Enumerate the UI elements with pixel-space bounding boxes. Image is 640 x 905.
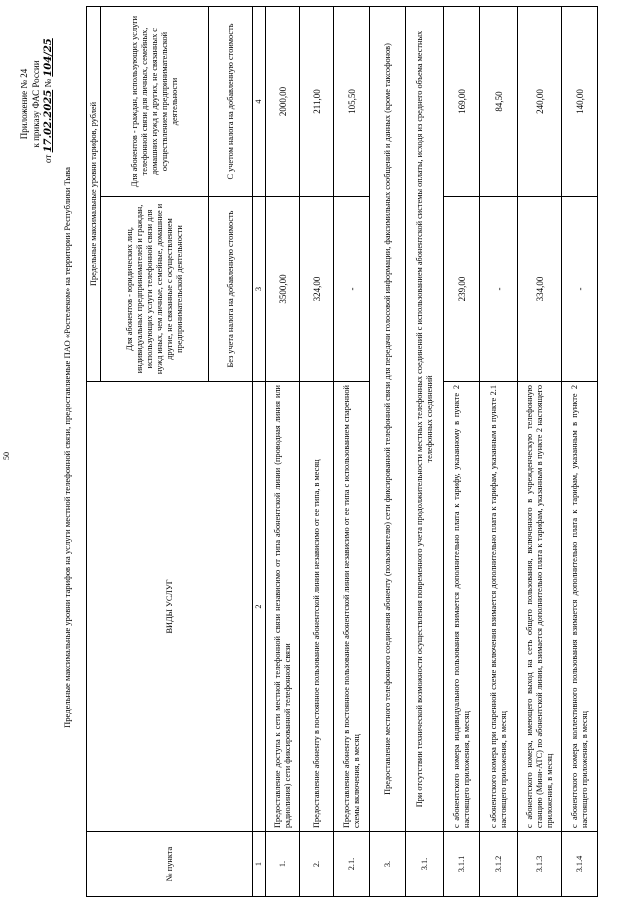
row-citizens-value: 105,50 xyxy=(334,7,370,197)
date-prefix: от xyxy=(43,154,53,163)
table-row xyxy=(370,7,406,897)
row-legal-value: - xyxy=(334,197,370,382)
table-row xyxy=(518,7,562,897)
header-without-vat: Без учета налога на добавленную стоимость xyxy=(209,197,253,382)
appendix-block xyxy=(18,38,55,163)
header-point-number: № пункта xyxy=(87,832,253,897)
order-number: 104/25 xyxy=(43,38,54,77)
row-service: Предоставление абоненту в постоянное пользование абонентской линии независимо от ее типа, в месяц xyxy=(300,382,334,832)
tariff-table xyxy=(86,6,598,897)
row-number: 1. xyxy=(266,832,300,897)
row-citizens-value: 211,00 xyxy=(300,7,334,197)
row-number: 3. xyxy=(370,832,406,897)
row-legal-value: 239,00 xyxy=(444,197,480,382)
row-citizens-value: 84,50 xyxy=(480,7,518,197)
table-row xyxy=(300,7,334,897)
page-number: 50 xyxy=(2,452,11,460)
row-number: 3.1.2 xyxy=(480,832,518,897)
row-service: с абонентского номера при спаренной схеме включения взимается дополнительно плата к тарифам, указанным в пункте 2.1 настоящего приложения, в месяц xyxy=(480,382,518,832)
section-heading: При отсутствии технической возможности осуществления повременного учета продолжительности местных телефонных соединений с использованием абонентской системы оплаты, исходя из среднего объема местных телефонных соединений xyxy=(406,7,444,832)
column-number: 3 xyxy=(253,197,266,382)
row-citizens-value: 169,00 xyxy=(444,7,480,197)
row-number: 3.1. xyxy=(406,832,444,897)
column-number: 2 xyxy=(253,382,266,832)
number-prefix: № xyxy=(43,78,53,88)
order-date-number xyxy=(42,38,55,163)
table-row xyxy=(406,7,444,897)
document-title: Предельные максимальные уровни тарифов на услуги местной телефонной связи, предоставляемые ПАО «Ростелеком» на территории Республики Тыва xyxy=(62,167,72,728)
row-citizens-value: 140,00 xyxy=(562,7,598,197)
row-citizens-value: 240,00 xyxy=(518,7,562,197)
row-legal-value: - xyxy=(562,197,598,382)
order-date: 17.02.2025 xyxy=(43,89,54,153)
row-legal-value: 3500,00 xyxy=(266,197,300,382)
column-number: 1 xyxy=(253,832,266,897)
row-number: 3.1.1 xyxy=(444,832,480,897)
header-tariffs-group: Предельные максимальные уровни тарифов, рублей xyxy=(87,7,101,382)
row-number: 2. xyxy=(300,832,334,897)
row-legal-value: - xyxy=(480,197,518,382)
row-number: 2.1. xyxy=(334,832,370,897)
row-citizens-value: 2000,00 xyxy=(266,7,300,197)
header-legal-entities: Для абонентов - юридических лиц, индивидуальных предпринимателей и граждан, использующих услуги телефонной связи для нужд иных, чем личные, семейные, домашние и другие, не связанные с осуществлением предпринимательской деятельности xyxy=(101,197,209,382)
row-service: Предоставление абоненту в постоянное пользование абонентской линии независимо от ее типа с использованием спаренной схемы включения, в месяц xyxy=(334,382,370,832)
row-number: 3.1.3 xyxy=(518,832,562,897)
section-heading: Предоставление местного телефонного соединения абоненту (пользователю) сети фиксированной телефонной связи для передачи голосовой информации, факсимильных сообщений и данных (кроме таксофонов) xyxy=(370,7,406,832)
appendix-label: Приложение № 24 xyxy=(19,68,29,140)
table-row xyxy=(334,7,370,897)
table-row xyxy=(562,7,598,897)
row-legal-value: 334,00 xyxy=(518,197,562,382)
row-service: с абонентского номера, имеющего выход на сеть общего пользования, включенного в учрежденческую телефонную станцию (Мини-АТС) по абонентской линии, взимается дополнительно плата к тарифам, указанным в пункте 2 настоящего приложения, в месяц xyxy=(518,382,562,832)
header-with-vat: С учетом налога на добавленную стоимость xyxy=(209,7,253,197)
table-row xyxy=(480,7,518,897)
header-citizens: Для абонентов - граждан, использующих услуги телефонной связи для личных, семейных, домашних нужд и других, не связанных с осуществлением предпринимательской деятельности xyxy=(101,7,209,197)
row-service: с абонентского номера коллективного пользования взимается дополнительно плата к тарифам, указанным в пункте 2 настоящего приложения, в месяц xyxy=(562,382,598,832)
table-row xyxy=(444,7,480,897)
row-number: 3.1.4 xyxy=(562,832,598,897)
order-reference: к приказу ФАС России xyxy=(31,60,41,148)
table-row xyxy=(266,7,300,897)
row-legal-value: 324,00 xyxy=(300,197,334,382)
row-service: Предоставление доступа к сети местной телефонной связи независимо от типа абонентской линии (проводная линия или радиолиния) сети фиксированной телефонной связи xyxy=(266,382,300,832)
row-service: с абонентского номера индивидуального пользования взимается дополнительно плата к тарифу, указанному в пункте 2 настоящего приложения, в месяц xyxy=(444,382,480,832)
column-number: 4 xyxy=(253,7,266,197)
header-services: ВИДЫ УСЛУГ xyxy=(87,382,253,832)
